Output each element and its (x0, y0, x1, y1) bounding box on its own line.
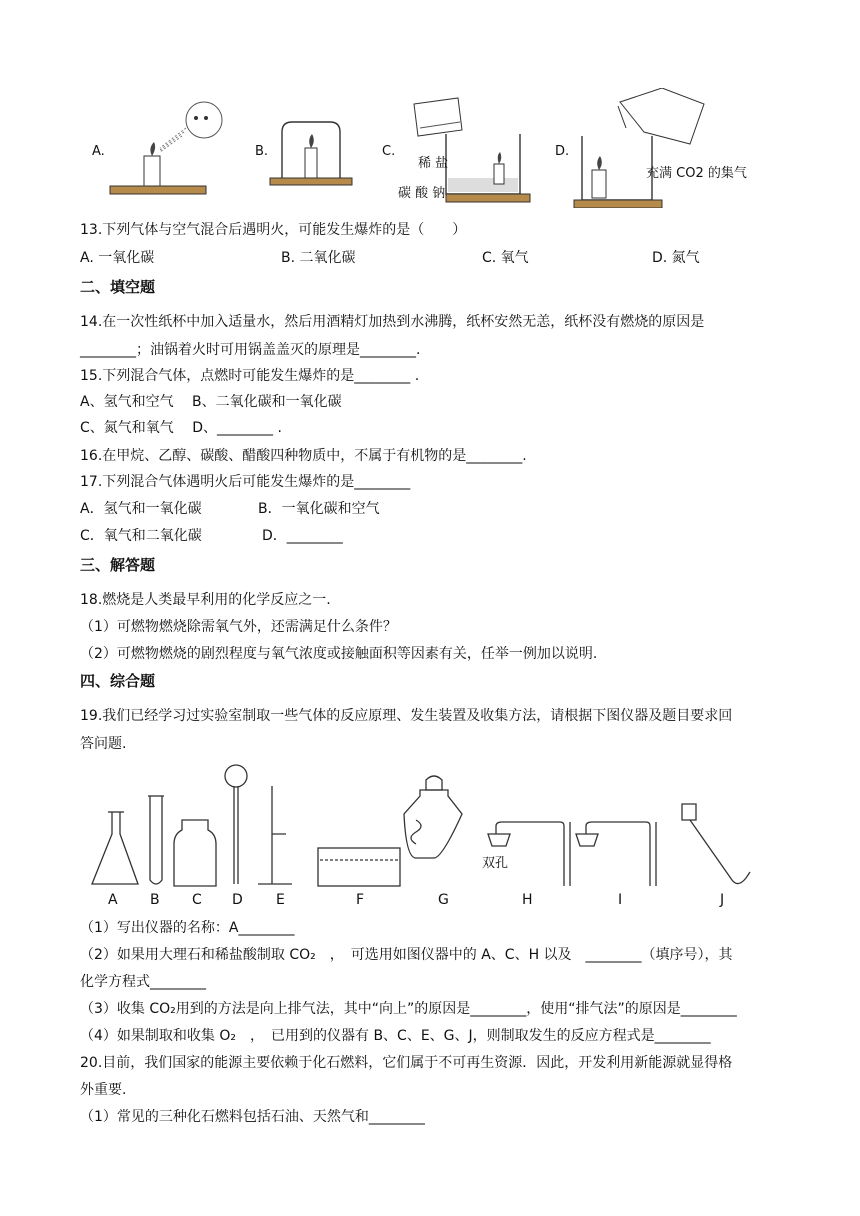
question-20-line2: 外重要. (80, 1082, 127, 1098)
question-19-part2-line1: （2）如果用大理石和稀盐酸制取 CO₂ ， 可选用如图仪器中的 A、C、H 以及 ________（填序号），其 (80, 947, 733, 963)
question-16: 16.在甲烷、乙醇、碳酸、醋酸四种物质中，不属于有机物的是________. (80, 448, 527, 464)
question-15-options-row2: C、氮气和氧气 D、________ . (80, 420, 282, 436)
figure-label-d: D. (555, 144, 570, 159)
question-18-part2: （2）可燃物燃烧的剧烈程度与氧气浓度或接触面积等因素有关，任举一例加以说明. (80, 646, 598, 662)
figure-lab-apparatus (86, 760, 776, 910)
apparatus-label-d: D (232, 892, 243, 908)
figure-label-a: A. (92, 144, 105, 159)
apparatus-label-h: H (522, 892, 533, 908)
figure-label-c: C. (382, 144, 396, 159)
apparatus-label-i: I (618, 892, 623, 908)
label-dilute-hcl: 稀 盐 (418, 156, 449, 171)
section-heading-comprehensive: 四、综合题 (80, 672, 156, 690)
q13-option-b: B. 二氧化碳 (281, 250, 356, 266)
question-15-stem: 15.下列混合气体，点燃时可能发生爆炸的是________ . (80, 368, 420, 384)
question-19-part4: （4）如果制取和收集 O₂ ， 已用到的仪器有 B、C、E、G、J，则制取发生的反应方程式是________ (80, 1028, 711, 1044)
question-17-stem: 17.下列混合气体遇明火后可能发生爆炸的是________ (80, 474, 411, 490)
question-18-stem: 18.燃烧是人类最早利用的化学反应之一. (80, 592, 331, 608)
question-13-stem: 13.下列气体与空气混合后遇明火，可能发生爆炸的是（ ） (80, 222, 467, 238)
label-two-hole-stopper: 双孔 (482, 856, 509, 871)
apparatus-label-b: B (150, 892, 160, 908)
label-co2-filled-jar: 充满 CO2 的集气 (646, 166, 747, 181)
section-heading-answer: 三、解答题 (80, 556, 156, 574)
apparatus-label-j: J (720, 892, 725, 908)
apparatus-label-c: C (192, 892, 202, 908)
question-20-line1: 20.目前，我们国家的能源主要依赖于化石燃料，它们属于不可再生资源．因此，开发利用新能源就显得格 (80, 1055, 733, 1071)
apparatus-label-e: E (276, 892, 285, 908)
question-18-part1: （1）可燃物燃烧除需氧气外，还需满足什么条件？ (80, 619, 397, 635)
section-heading-fill-in: 二、填空题 (80, 278, 156, 296)
q17-option-b: B．一氧化碳和空气 (258, 501, 380, 517)
apparatus-label-f: F (356, 892, 365, 908)
question-19-part1: （1）写出仪器的名称：A________ (80, 920, 295, 936)
q13-option-c: C. 氧气 (482, 250, 529, 266)
label-sodium-carbonate: 碳 酸 钠 (398, 186, 446, 201)
question-19-part3: （3）收集 CO₂用到的方法是向上排气法，其中“向上”的原因是________，使用“排气法”的原因是________ (80, 1001, 737, 1017)
q13-option-a: A. 一氧化碳 (80, 250, 155, 266)
figure-label-b: B. (255, 144, 269, 159)
question-19-line1: 19.我们已经学习过实验室制取一些气体的反应原理、发生装置及收集方法，请根据下图仪器及题目要求回 (80, 708, 733, 724)
q17-option-d: D．________ (262, 528, 343, 544)
question-14-line2: ________；油锅着火时可用锅盖盖灭的原理是________. (80, 342, 421, 358)
figure-d-co2-pour (572, 88, 752, 208)
question-15-options-row1: A、氢气和空气 B、二氧化碳和一氧化碳 (80, 394, 342, 410)
q17-option-c: C．氧气和二氧化碳 (80, 528, 202, 544)
q17-option-a: A．氢气和一氧化碳 (80, 501, 202, 517)
figure-a-blowing-candle (108, 98, 248, 198)
q13-option-d: D. 氮气 (652, 250, 700, 266)
figure-b-bell-jar-candle (268, 118, 358, 190)
question-14-line1: 14.在一次性纸杯中加入适量水，然后用酒精灯加热到水沸腾，纸杯安然无恙，纸杯没有燃烧的原因是 (80, 314, 705, 330)
question-19-line2: 答问题. (80, 736, 127, 752)
question-19-part2-line2: 化学方程式________ (80, 974, 206, 990)
question-20-part1: （1）常见的三种化石燃料包括石油、天然气和________ (80, 1109, 425, 1125)
apparatus-label-a: A (108, 892, 118, 908)
apparatus-label-g: G (438, 892, 449, 908)
